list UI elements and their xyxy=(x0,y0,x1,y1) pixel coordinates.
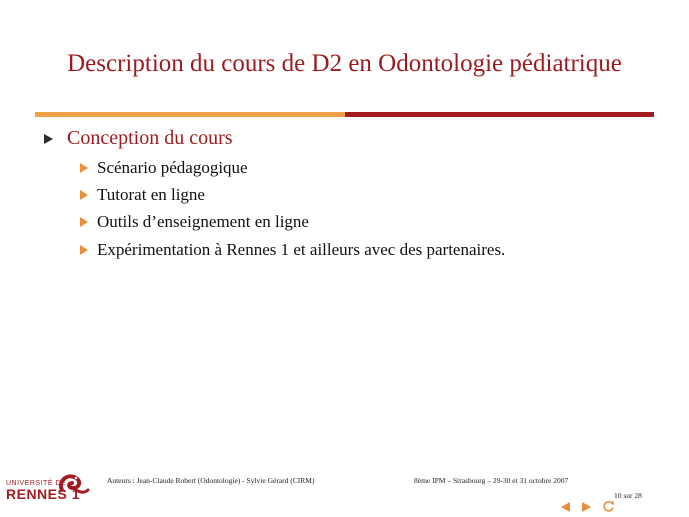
bullet-triangle-icon xyxy=(80,217,88,227)
university-logo xyxy=(4,468,90,502)
bullet-item xyxy=(80,240,505,260)
logo-line1: UNIVERSITÉ DE xyxy=(6,480,67,487)
bullet-item xyxy=(80,212,309,232)
slide-navigation xyxy=(560,500,615,513)
bullet-triangle-icon xyxy=(80,190,88,200)
triangle-left-icon[interactable] xyxy=(560,501,571,513)
bullet-triangle-icon xyxy=(44,134,53,144)
bullet-item-text: Scénario pédagogique xyxy=(97,158,248,177)
back-loop-icon[interactable] xyxy=(602,500,615,513)
bullet-level1 xyxy=(44,127,233,150)
logo-serpent-icon xyxy=(56,468,90,502)
bullet-triangle-icon xyxy=(80,163,88,173)
footer-authors: Auteurs : Jean-Claude Robert (Odontologie) - Sylvie Gérard (CIRM) xyxy=(107,476,315,485)
slide-title: Description du cours de D2 en Odontologie pédiatrique xyxy=(67,50,622,77)
bullet-heading-text: Conception du cours xyxy=(67,127,233,149)
title-rule-left xyxy=(35,112,345,117)
bullet-item xyxy=(80,158,248,178)
bullet-item-text: Outils d’enseignement en ligne xyxy=(97,212,309,231)
bullet-item xyxy=(80,185,205,205)
bullet-item-text: Tutorat en ligne xyxy=(97,185,205,204)
title-rule-right xyxy=(345,112,654,117)
triangle-right-icon[interactable] xyxy=(581,501,592,513)
bullet-triangle-icon xyxy=(80,245,88,255)
bullet-item-text: Expérimentation à Rennes 1 et ailleurs avec des partenaires. xyxy=(97,240,506,259)
footer-event: 8ème IPM – Strasbourg – 29-30 et 31 octobre 2007 xyxy=(414,476,569,485)
logo-line2: RENNES 1 xyxy=(6,486,81,502)
page-number: 10 sur 28 xyxy=(614,491,642,500)
